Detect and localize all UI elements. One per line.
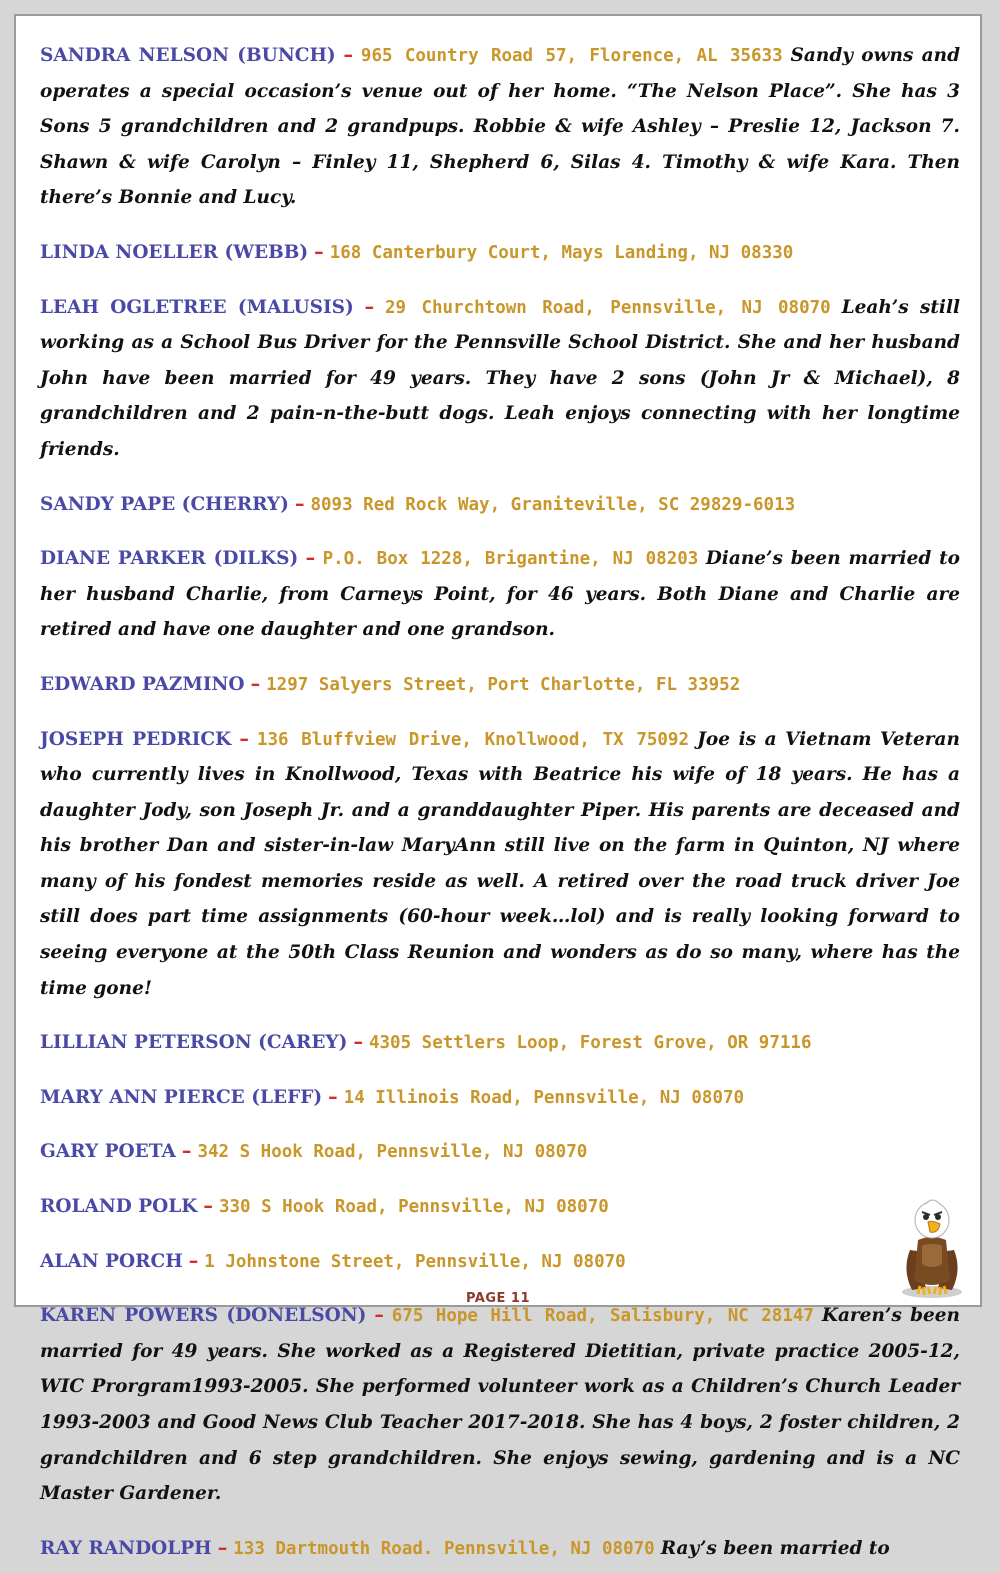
entry-address: 342 S Hook Road, Pennsville, NJ 08070 bbox=[197, 1142, 588, 1163]
entry-name: MARY ANN PIERCE (LEFF) bbox=[40, 1086, 323, 1108]
entry-bio: Leah’s still working as a School Bus Driver for the Pennsville School District. She and her husband John have been married for 49 years. They have 2 sons (John Jr & Michael), 8 grandchildren and 2 pain-n-the-butt dogs. Leah enjoys connecting with her longtime friends. bbox=[40, 296, 960, 460]
entry-address: 1 Johnstone Street, Pennsville, NJ 08070 bbox=[204, 1251, 626, 1272]
entry-joseph-pedrick bbox=[40, 722, 960, 1007]
entry-address: P.O. Box 1228, Brigantine, NJ 08203 bbox=[322, 549, 699, 570]
entry-roland-polk bbox=[40, 1189, 960, 1225]
page-sheet bbox=[14, 14, 982, 1559]
entry-dash: – bbox=[343, 44, 354, 66]
entry-address: 29 Churchtown Road, Pennsville, NJ 08070 bbox=[385, 297, 831, 318]
entry-gary-poeta bbox=[40, 1134, 960, 1170]
entry-name: ALAN PORCH bbox=[40, 1250, 183, 1272]
entry-edward-pazmino bbox=[40, 667, 960, 703]
entry-address: 168 Canterbury Court, Mays Landing, NJ 08330 bbox=[329, 242, 794, 263]
entry-name: SANDRA NELSON (BUNCH) bbox=[40, 45, 336, 66]
entry-address: 330 S Hook Road, Pennsville, NJ 08070 bbox=[218, 1197, 609, 1218]
entry-address: 4305 Settlers Loop, Forest Grove, OR 97116 bbox=[368, 1033, 812, 1054]
entry-ray-randolph bbox=[40, 1531, 960, 1567]
entry-address: 133 Dartmouth Road. Pennsville, NJ 08070 bbox=[233, 1538, 655, 1559]
entry-name: LEAH OGLETREE (MALUSIS) bbox=[40, 296, 354, 318]
entry-mary-ann-pierce bbox=[40, 1080, 960, 1116]
entry-sandra-nelson bbox=[40, 38, 960, 216]
entry-address: 14 Illinois Road, Pennsville, NJ 08070 bbox=[343, 1087, 745, 1108]
entry-name: DIANE PARKER (DILKS) bbox=[40, 548, 299, 570]
entry-dash: – bbox=[374, 1304, 384, 1327]
entry-address: 675 Hope Hill Road, Salisbury, NC 28147 bbox=[391, 1306, 814, 1327]
entry-list bbox=[40, 38, 960, 1573]
entry-bio: Karen’s been married for 49 years. She worked as a Registered Dietitian, private practice 2005-12, WIC Prorgram1993-2005. She performed volunteer work as a Children’s Church Leader 1993-2003 and Good News Club Teacher 2017-2018. She has 4 boys, 2 foster children, 2 grandchildren and 6 step grandchildren. She enjoys sewing, gardening and is a NC Master Gardener. bbox=[40, 1305, 960, 1505]
eagle-mascot-icon bbox=[896, 1190, 968, 1300]
entry-name: RAY RANDOLPH bbox=[40, 1537, 212, 1559]
entry-linda-noeller bbox=[40, 235, 960, 271]
entry-address: 8093 Red Rock Way, Graniteville, SC 29829-6013 bbox=[310, 494, 796, 515]
entry-karen-powers bbox=[40, 1298, 960, 1512]
entry-dash: – bbox=[364, 295, 375, 318]
entry-address: 965 Country Road 57, Florence, AL 35633 bbox=[360, 46, 783, 66]
entry-address: 1297 Salyers Street, Port Charlotte, FL 33952 bbox=[266, 674, 741, 695]
entry-name: SANDY PAPE (CHERRY) bbox=[40, 493, 289, 515]
entry-bio: Joe is a Vietnam Veteran who currently lives in Knollwood, Texas with Beatrice his wife of 18 years. He has a daughter Jody, son Joseph Jr. and a granddaughter Piper. His parents are deceased and his brother Dan and sister-in-law MaryAnn still live on the farm in Quinton, NJ where many of his fondest memories reside as well. A retired over the road truck driver Joe still does part time assignments (60-hour week…lol) and is really looking forward to seeing everyone at the 50th Class Reunion and wonders as do so many, where has the time gone! bbox=[40, 728, 960, 999]
entry-name: EDWARD PAZMINO bbox=[40, 673, 245, 695]
entry-name: KAREN POWERS (DONELSON) bbox=[40, 1305, 367, 1327]
entry-dash: – bbox=[239, 727, 249, 750]
entry-sandy-pape bbox=[40, 487, 960, 523]
entry-lillian-peterson bbox=[40, 1025, 960, 1061]
entry-name: LILLIAN PETERSON (CAREY) bbox=[40, 1032, 348, 1054]
entry-dash: – bbox=[305, 547, 316, 570]
entry-bio: Sandy owns and operates a special occasion’s venue out of her home. “The Nelson Place”. She has 3 Sons 5 grandchildren and 2 grandpups. Robbie & wife Ashley – Preslie 12, Jackson 7. Shawn & wife Carolyn – Finley 11, Shepherd 6, Silas 4. Timothy & wife Kara. Then there’s Bonnie and Lucy. bbox=[40, 45, 960, 209]
page-number: PAGE 11 bbox=[465, 1291, 531, 1306]
entry-dash: – bbox=[188, 1249, 199, 1272]
entry-address: 136 Bluffview Drive, Knollwood, TX 75092 bbox=[256, 729, 689, 750]
entry-diane-parker bbox=[40, 541, 960, 648]
entry-leah-ogletree bbox=[40, 290, 960, 468]
entry-name: JOSEPH PEDRICK bbox=[40, 728, 232, 750]
entry-dash: – bbox=[328, 1085, 338, 1108]
entry-dash: – bbox=[181, 1140, 192, 1163]
entry-dash: – bbox=[314, 240, 324, 263]
entry-alan-porch bbox=[40, 1244, 960, 1280]
entry-name: ROLAND POLK bbox=[40, 1196, 198, 1218]
entry-dash: – bbox=[294, 492, 305, 515]
entry-dash: – bbox=[250, 672, 261, 695]
entry-name: LINDA NOELLER (WEBB) bbox=[40, 241, 309, 263]
entry-dash: – bbox=[353, 1031, 363, 1054]
entry-bio: Ray’s been married to bbox=[660, 1537, 890, 1559]
entry-dash: – bbox=[217, 1536, 228, 1559]
entry-bio: Diane’s been married to her husband Charlie, from Carneys Point, for 46 years. Both Diane and Charlie are retired and have one daughter and one grandson. bbox=[40, 548, 960, 641]
entry-name: GARY POETA bbox=[40, 1141, 176, 1163]
entry-dash: – bbox=[203, 1195, 213, 1218]
